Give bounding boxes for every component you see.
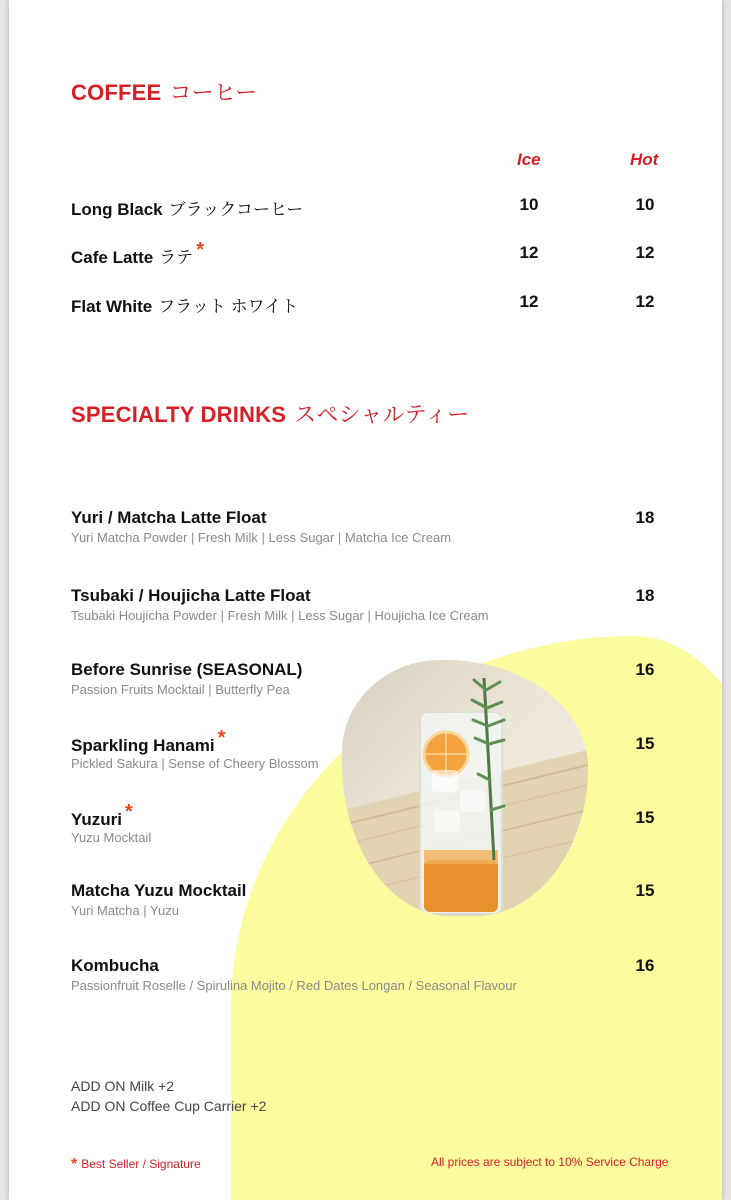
best-seller-star-icon: * [217,727,226,749]
drink-name: Before Sunrise (SEASONAL) [71,660,303,679]
drink-name: Tsubaki / Houjicha Latte Float [71,586,311,605]
best-seller-star-icon: * [125,801,133,823]
drink-name-text: Yuzuri [71,810,123,829]
hot-price: 10 [635,195,655,214]
ice-price: 12 [519,292,539,311]
best-seller-legend [71,1155,201,1173]
coffee-item-name [71,239,204,269]
specialty-section-title [71,398,470,429]
best-seller-star-icon: * [71,1156,78,1173]
coffee-item-name [71,292,298,317]
specialty-title-en: SPECIALTY DRINKS [71,402,287,427]
drink-description: Pickled Sakura | Sense of Cheery Blossom [71,756,319,771]
drink-name [71,727,226,757]
item-name-jp: フラット ホワイト [158,297,299,316]
drink-name-text: Sparkling Hanami [71,736,215,755]
drink-name: Kombucha [71,956,159,975]
ice-price: 10 [519,195,539,214]
drink-price: 15 [635,808,655,827]
drink-description: Yuri Matcha Powder | Fresh Milk | Less Sugar | Matcha Ice Cream [71,530,452,545]
coffee-item-name [71,195,303,220]
ice-column-header: Ice [517,150,541,169]
drink-description: Passion Fruits Mocktail | Butterfly Pea [71,682,290,697]
item-name-en: Long Black [71,200,163,219]
item-name-jp: ブラックコーヒー [168,200,304,219]
ice-price: 12 [519,243,539,262]
drink-description: Tsubaki Houjicha Powder | Fresh Milk | Less Sugar | Houjicha Ice Cream [71,608,489,623]
drink-name: Yuri / Matcha Latte Float [71,508,267,527]
item-name-en: Flat White [71,297,153,316]
item-name-jp: ラテ [159,248,194,267]
menu-page [9,0,722,1200]
drink-description: Passionfruit Roselle / Spirulina Mojito / Red Dates Longan / Seasonal Flavour [71,978,517,993]
drink-price: 16 [635,956,655,975]
drink-description: Yuzu Mocktail [71,830,152,845]
service-charge-note: All prices are subject to 10% Service Charge [431,1155,669,1169]
specialty-title-jp: スペシャルティー [294,402,470,427]
addon-cup-carrier: ADD ON Coffee Cup Carrier +2 [71,1098,267,1114]
hot-price: 12 [635,292,655,311]
coffee-section-title [71,76,257,107]
coffee-title-jp: コーヒー [169,80,258,105]
hot-column-header: Hot [630,150,659,169]
best-seller-star-icon: * [196,239,204,261]
legend-text: Best Seller / Signature [81,1157,201,1171]
drink-name [71,801,133,831]
drink-name: Matcha Yuzu Mocktail [71,881,247,900]
item-name-en: Cafe Latte [71,248,154,267]
addon-milk: ADD ON Milk +2 [71,1078,175,1094]
drink-price: 18 [635,508,655,527]
hot-price: 12 [635,243,655,262]
drink-price: 15 [635,881,655,900]
coffee-title-en: COFFEE [71,80,162,105]
drink-description: Yuri Matcha | Yuzu [71,903,179,918]
drink-price: 16 [635,660,655,679]
drink-price: 18 [635,586,655,605]
drink-price: 15 [635,734,655,753]
